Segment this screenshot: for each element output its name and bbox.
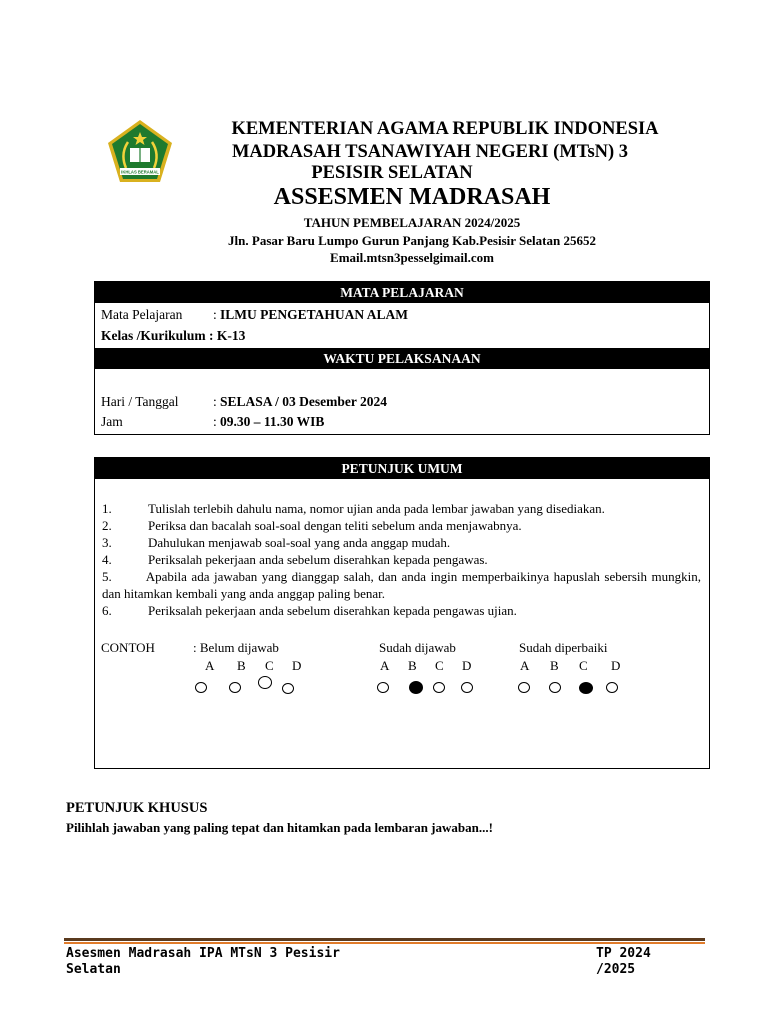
hour-label: Jam	[101, 414, 123, 429]
school-name: MADRASAH TSANAWIYAH NEGERI (MTsN) 3	[231, 142, 629, 162]
subject-value: ILMU PENGETAHUAN ALAM	[220, 307, 409, 322]
answer-bubble	[433, 682, 445, 693]
instruction-list	[102, 500, 701, 619]
option-letter: B	[408, 658, 417, 673]
footer-rule	[64, 938, 705, 941]
option-letter: C	[265, 658, 274, 673]
example-label: CONTOH	[101, 640, 155, 655]
instruction-item: 4. Periksalah pekerjaan anda sebelum diserahkan kepada pengawas.	[102, 552, 488, 567]
time-header: WAKTU PELAKSANAAN	[95, 348, 709, 369]
ministry-title: KEMENTERIAN AGAMA REPUBLIK INDONESIA	[231, 119, 659, 139]
example-answered-label: Sudah dijawab	[379, 640, 456, 655]
exam-title: ASSESMEN MADRASAH	[273, 184, 551, 210]
option-letter: C	[435, 658, 444, 673]
logo-motto: IKHLAS BERAMAL	[121, 169, 159, 175]
footer-left-text: Asesmen Madrasah IPA MTsN 3 Pesisir	[66, 946, 340, 961]
option-letter: B	[550, 658, 559, 673]
answer-bubble	[461, 682, 473, 693]
school-email: Email.mtsn3pesselgimail.com	[330, 250, 494, 265]
answer-bubble	[195, 682, 207, 693]
day-value: SELASA / 03 Desember 2024	[220, 394, 388, 409]
school-region: PESISIR SELATAN	[311, 163, 473, 183]
instruction-item: 3. Dahulukan menjawab soal-soal yang anda anggap mudah.	[102, 535, 451, 550]
special-instructions-text: Pilihlah jawaban yang paling tepat dan hitamkan pada lembaran jawaban...!	[66, 820, 493, 835]
option-letter: A	[205, 658, 215, 673]
example-corrected-label: Sudah diperbaiki	[519, 640, 608, 655]
answer-bubble	[549, 682, 561, 693]
subject-label: Mata Pelajaran	[101, 307, 183, 322]
option-letter: D	[611, 658, 621, 673]
answer-bubble-filled	[409, 681, 423, 694]
instruction-item: 6. Periksalah pekerjaan anda sebelum diserahkan kepada pengawas ujian.	[102, 603, 517, 618]
subject-header: MATA PELAJARAN	[95, 282, 709, 303]
footer-right-text-cont: /2025	[596, 962, 636, 977]
answer-bubble	[258, 676, 272, 689]
option-letter: D	[462, 658, 472, 673]
general-instructions-box	[94, 457, 710, 769]
footer-left-text-cont: Selatan	[66, 962, 121, 977]
footer	[64, 946, 705, 977]
colon: :	[213, 307, 217, 322]
option-letter: A	[380, 658, 390, 673]
option-letter: C	[579, 658, 588, 673]
hour-value: 09.30 – 11.30 WIB	[220, 414, 325, 429]
special-instructions-header: PETUNJUK KHUSUS	[66, 800, 208, 816]
answer-bubble	[518, 682, 530, 693]
class-curriculum: Kelas /Kurikulum : K-13	[101, 328, 246, 343]
answer-bubble	[606, 682, 618, 693]
school-address: Jln. Pasar Baru Lumpo Gurun Panjang Kab.Pesisir Selatan 25652	[228, 233, 596, 248]
option-letter: B	[237, 658, 246, 673]
example-unanswered-label: : Belum dijawab	[193, 640, 279, 655]
answer-bubble	[229, 682, 241, 693]
answer-bubble	[282, 683, 294, 694]
colon: :	[213, 414, 217, 429]
day-label: Hari / Tanggal	[101, 394, 179, 409]
colon: :	[213, 394, 217, 409]
instruction-item: 2. Periksa dan bacalah soal-soal dengan teliti sebelum anda menjawabnya.	[102, 518, 522, 533]
instruction-item: 5. Apabila ada jawaban yang dianggap salah, dan anda ingin memperbaikinya hapuslah sebersih mungkin, dan hitamkan kembali yang anda anggap paling benar.	[102, 569, 701, 601]
instruction-item: 1. Tulislah terlebih dahulu nama, nomor ujian anda pada lembar jawaban yang disediakan.	[102, 501, 605, 516]
footer-rule-accent	[64, 942, 705, 944]
answer-bubble	[377, 682, 389, 693]
academic-year: TAHUN PEMBELAJARAN 2024/2025	[303, 215, 521, 230]
option-letter: D	[292, 658, 302, 673]
exam-info-box	[94, 281, 710, 435]
answer-bubble-filled	[579, 682, 593, 694]
general-header: PETUNJUK UMUM	[95, 458, 709, 479]
option-letter: A	[520, 658, 530, 673]
footer-right-text: TP 2024	[596, 946, 651, 961]
